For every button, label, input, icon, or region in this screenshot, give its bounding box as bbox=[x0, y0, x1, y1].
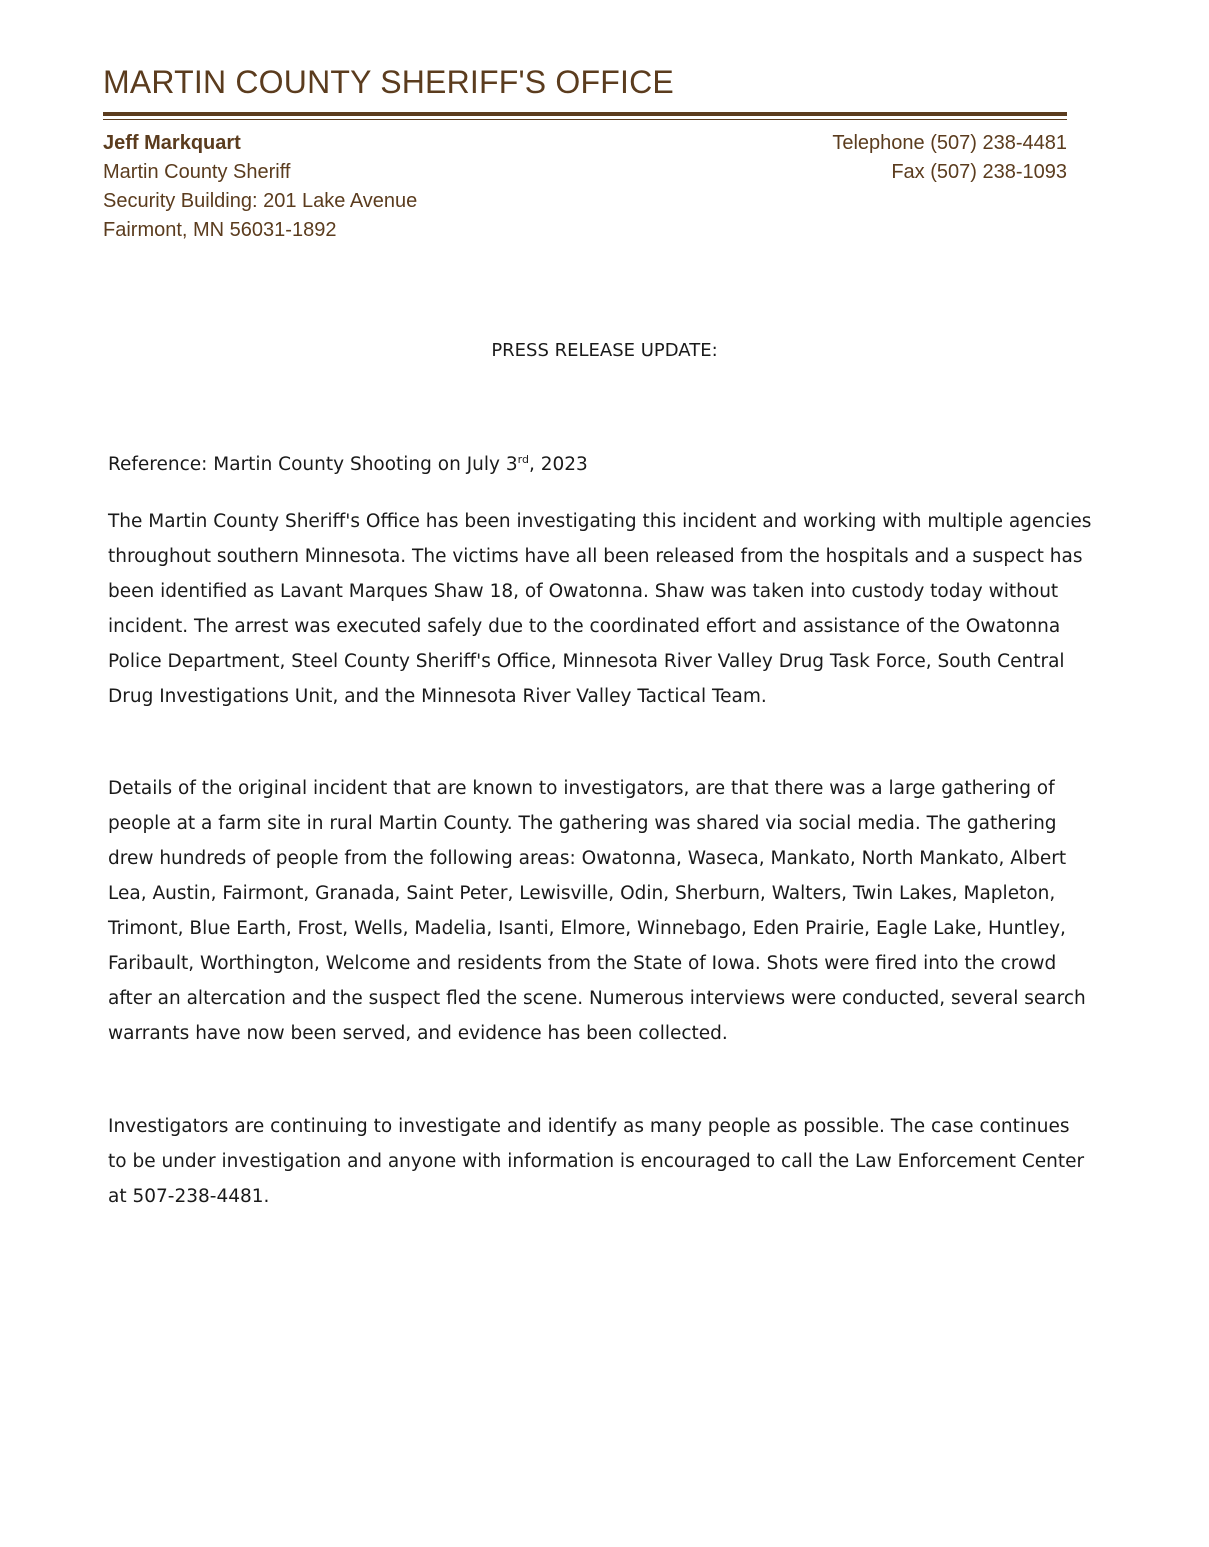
press-release-heading: PRESS RELEASE UPDATE: bbox=[491, 340, 718, 361]
sheriff-info bbox=[103, 129, 417, 245]
address-line-2: Fairmont, MN 56031-1892 bbox=[103, 219, 337, 241]
fax: Fax (507) 238-1093 bbox=[891, 161, 1067, 183]
paragraph-3: Investigators are continuing to investigate and identify as many people as possible. The case continues to be under investigation and anyone with information is encouraged to call the Law Enforcement Center at 507-238-4481. bbox=[108, 1116, 1085, 1207]
reference-line bbox=[108, 447, 1093, 482]
reference-prefix: Reference: Martin County Shooting on July 3 bbox=[108, 454, 518, 475]
letterhead-rule-thin bbox=[103, 119, 1067, 120]
reference-year: , 2023 bbox=[528, 454, 588, 475]
address-line-1: Security Building: 201 Lake Avenue bbox=[103, 190, 418, 212]
sheriff-name: Jeff Markquart bbox=[103, 132, 241, 154]
contact-info bbox=[832, 129, 1067, 187]
sheriff-position: Martin County Sheriff bbox=[103, 161, 291, 183]
letterhead-rule-thick bbox=[103, 112, 1067, 116]
letterhead-title: MARTIN COUNTY SHERIFF'S OFFICE bbox=[103, 64, 674, 100]
telephone: Telephone (507) 238-4481 bbox=[832, 132, 1067, 154]
reference-ordinal: rd bbox=[517, 452, 529, 466]
paragraph-2: Details of the original incident that are known to investigators, are that there was a large gathering of people at a farm site in rural Martin County. The gathering was shared via social media. The gathering drew hundreds of people from the following areas: Owatonna, Waseca, Mankato, North Mankato, Albert Lea, Austin, Fairmont, Granada, Saint Peter, Lewisville, Odin, Sherburn, Walters, Twin Lakes, Mapleton, Trimont, Blue Earth, Frost, Wells, Madelia, Isanti, Elmore, Winnebago, Eden Prairie, Eagle Lake, Huntley, Faribault, Worthington, Welcome and residents from the State of Iowa. Shots were fired into the crowd after an altercation and the suspect fled the scene. Numerous interviews were conducted, several search warrants have now been served, and evidence has been collected. bbox=[108, 778, 1086, 1044]
paragraph-1: The Martin County Sheriff's Office has been investigating this incident and working with multiple agencies throughout southern Minnesota. The victims have all been released from the hospitals and a suspect has been identified as Lavant Marques Shaw 18, of Owatonna. Shaw was taken into custody today without incident. The arrest was executed safely due to the coordinated effort and assistance of the Owatonna Police Department, Steel County Sheriff's Office, Minnesota River Valley Drug Task Force, South Central Drug Investigations Unit, and the Minnesota River Valley Tactical Team. bbox=[108, 511, 1092, 707]
